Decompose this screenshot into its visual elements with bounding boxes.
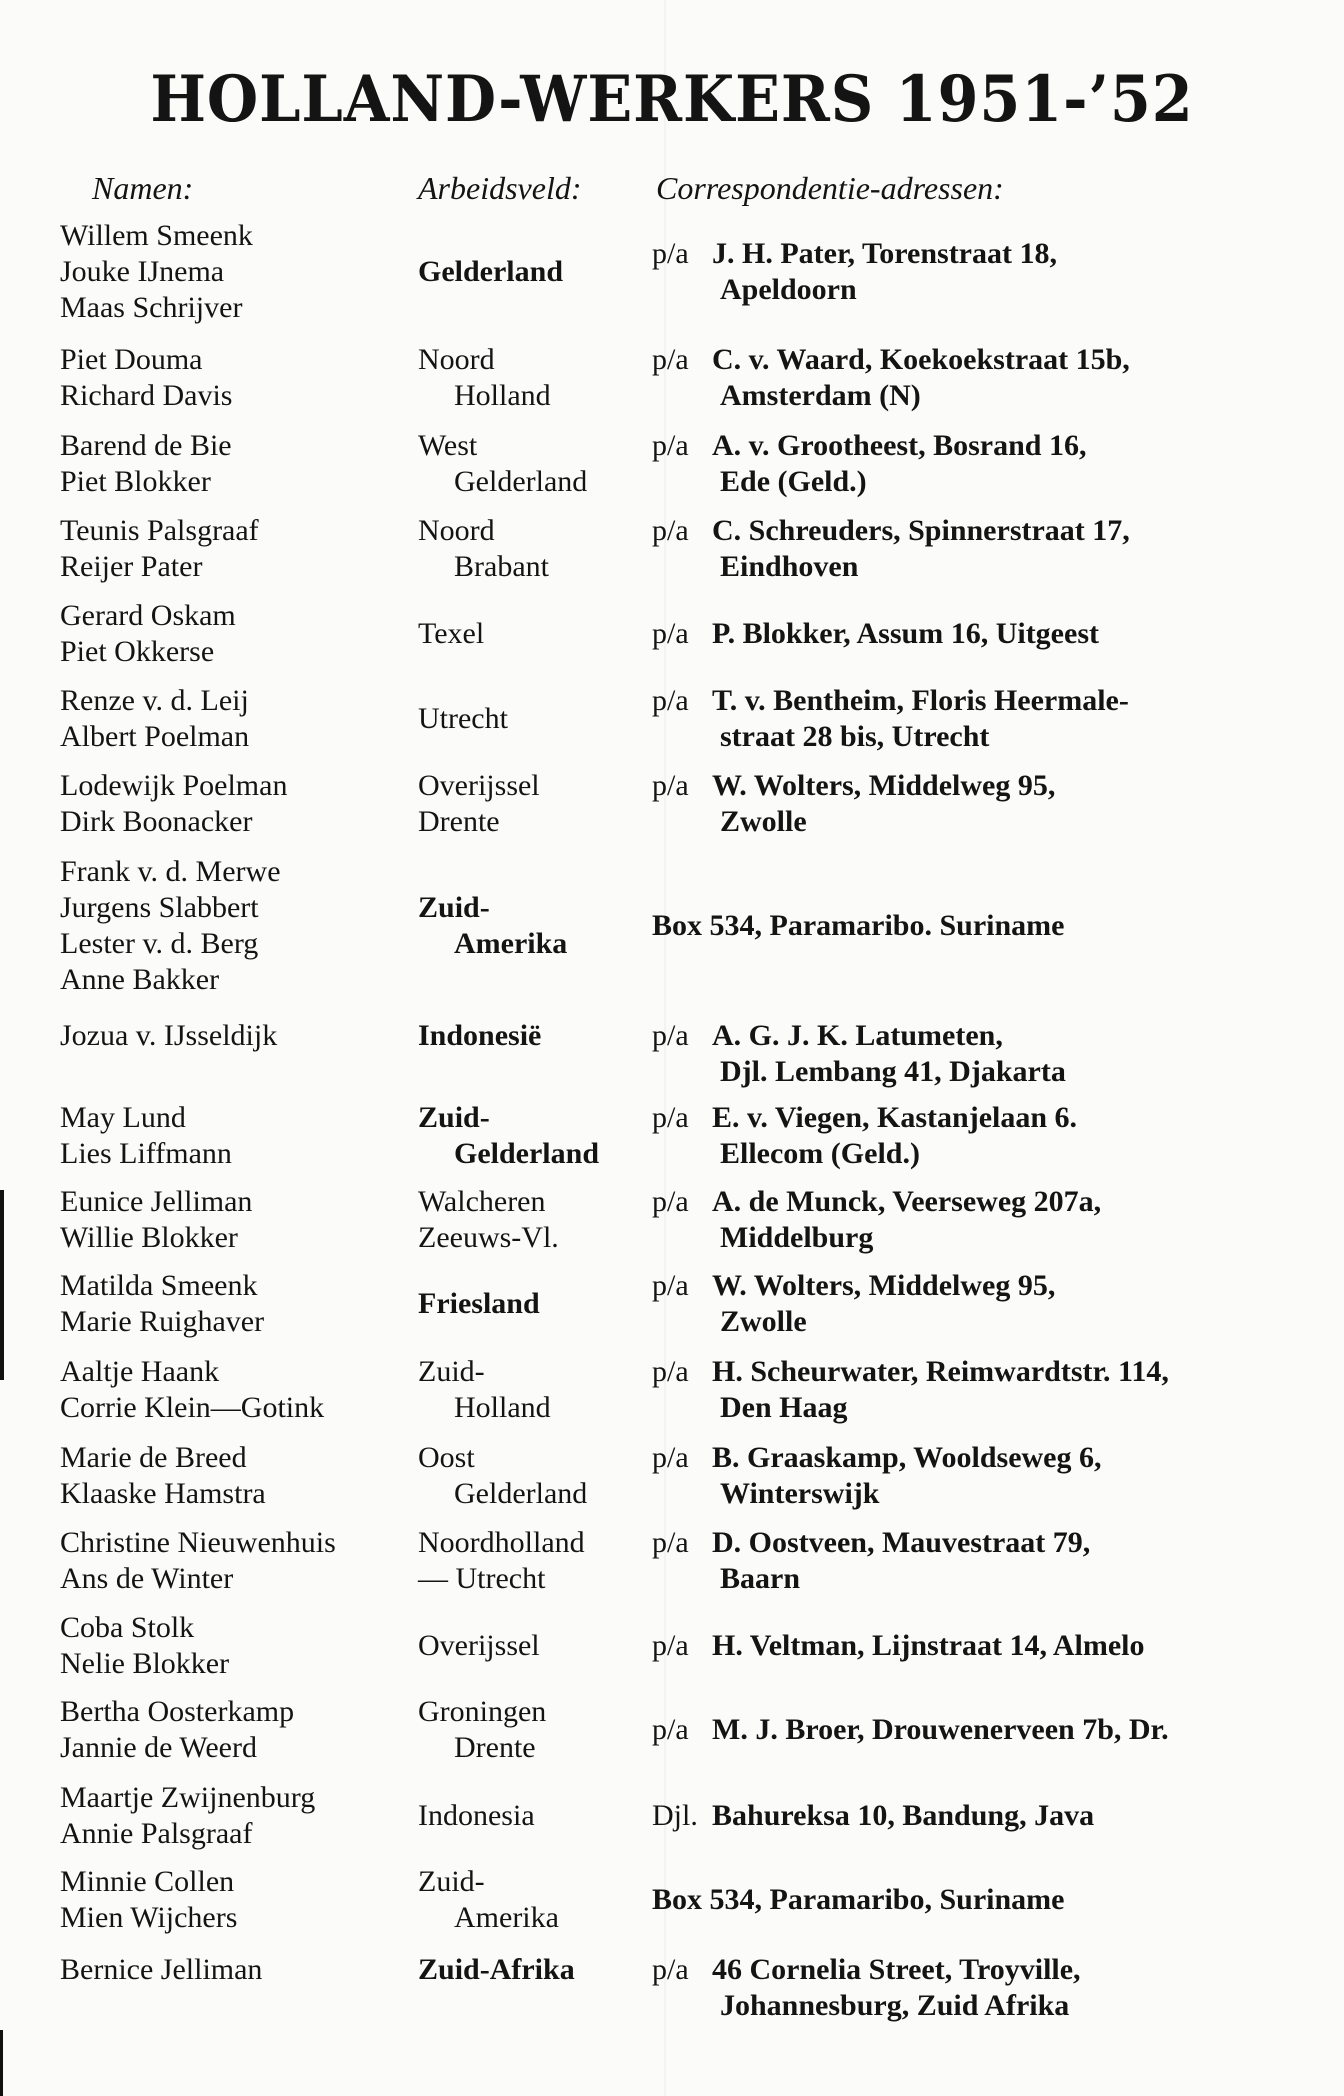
worker-name: Renze v. d. Leij — [60, 684, 249, 717]
worker-names — [60, 513, 259, 585]
work-field-line: Friesland — [418, 1287, 540, 1320]
work-field-line: Amerika — [454, 927, 568, 960]
address-line: A. G. J. K. Latumeten, — [712, 1019, 1003, 1052]
worker-name: Richard Davis — [60, 379, 233, 412]
work-field-line: Indonesië — [418, 1019, 542, 1052]
header-field: Arbeidsveld: — [418, 170, 582, 206]
work-field — [418, 701, 508, 737]
work-field-line: Holland — [454, 379, 551, 412]
worker-name: Jouke IJnema — [60, 255, 225, 288]
worker-names — [60, 428, 232, 500]
address-line: A. v. Grootheest, Bosrand 16, — [712, 429, 1087, 462]
address-prefix: p/a — [652, 1713, 689, 1746]
worker-name: Ans de Winter — [60, 1562, 234, 1595]
work-field-line: Zuid- — [418, 891, 490, 924]
address-prefix: p/a — [652, 684, 689, 717]
work-field-line: Holland — [454, 1391, 551, 1424]
correspondence-address — [652, 1525, 1090, 1597]
correspondence-address — [652, 342, 1130, 414]
worker-names — [60, 218, 253, 326]
work-field — [418, 1864, 559, 1936]
work-field — [418, 1018, 541, 1054]
work-field-line: Gelderland — [454, 465, 588, 498]
correspondence-address — [652, 1798, 1094, 1834]
address-line: Winterswijk — [720, 1477, 880, 1510]
work-field-line: Overijssel — [418, 1629, 540, 1662]
work-field-line: Utrecht — [418, 702, 508, 735]
worker-names — [60, 1018, 277, 1054]
correspondence-address — [652, 908, 1065, 944]
work-field-line: Drente — [454, 1731, 536, 1764]
worker-name: Bertha Oosterkamp — [60, 1695, 295, 1728]
address-line: H. Scheurwater, Reimwardtstr. 114, — [712, 1355, 1169, 1388]
work-field — [418, 513, 549, 585]
work-field — [418, 1952, 575, 1988]
address-prefix: p/a — [652, 1629, 689, 1662]
worker-name: Coba Stolk — [60, 1611, 195, 1644]
address-prefix: p/a — [652, 1526, 689, 1559]
worker-name: Jannie de Weerd — [60, 1731, 257, 1764]
address-line: Eindhoven — [720, 550, 859, 583]
correspondence-address — [652, 1952, 1081, 2024]
correspondence-address — [652, 1882, 1065, 1918]
worker-name: Lester v. d. Berg — [60, 927, 259, 960]
worker-name: Barend de Bie — [60, 429, 232, 462]
address-prefix: p/a — [652, 617, 689, 650]
worker-names — [60, 1610, 229, 1682]
work-field-line: Noordholland — [418, 1526, 585, 1559]
work-field — [418, 254, 563, 290]
address-line: straat 28 bis, Utrecht — [720, 720, 990, 753]
header-address: Correspondentie-adressen: — [656, 170, 1004, 206]
left-edge-mark — [0, 1190, 4, 1380]
work-field-line: Walcheren — [418, 1185, 546, 1218]
work-field-line: West — [418, 429, 478, 462]
worker-name: Piet Blokker — [60, 465, 211, 498]
work-field — [418, 1440, 587, 1512]
work-field — [418, 1628, 540, 1664]
work-field-line: Zuid- — [418, 1355, 485, 1388]
worker-names — [60, 1268, 264, 1340]
address-prefix: p/a — [652, 1441, 689, 1474]
address-prefix: p/a — [652, 343, 689, 376]
work-field — [418, 1694, 546, 1766]
worker-name: Aaltje Haank — [60, 1355, 220, 1388]
address-line: Ede (Geld.) — [720, 465, 867, 498]
correspondence-address — [652, 1440, 1102, 1512]
worker-name: Willem Smeenk — [60, 219, 253, 252]
work-field — [418, 1525, 585, 1597]
work-field-line: Amerika — [454, 1901, 559, 1934]
address-prefix: p/a — [652, 514, 689, 547]
address-prefix: p/a — [652, 1019, 689, 1052]
worker-name: Piet Okkerse — [60, 635, 215, 668]
work-field-line: Overijssel — [418, 769, 540, 802]
address-line: H. Veltman, Lijnstraat 14, Almelo — [712, 1629, 1145, 1662]
worker-names — [60, 1525, 336, 1597]
worker-name: Mien Wijchers — [60, 1901, 238, 1934]
work-field — [418, 1286, 540, 1322]
worker-name: Minnie Collen — [60, 1865, 235, 1898]
work-field-line: Gelderland — [454, 1477, 588, 1510]
address-prefix: Djl. — [652, 1799, 698, 1832]
work-field — [418, 616, 484, 652]
worker-name: Frank v. d. Merwe — [60, 855, 281, 888]
work-field-line: Zeeuws-Vl. — [418, 1221, 559, 1254]
worker-name: Willie Blokker — [60, 1221, 238, 1254]
address-line: Zwolle — [720, 805, 807, 838]
worker-name: Marie Ruighaver — [60, 1305, 265, 1338]
worker-name: Dirk Boonacker — [60, 805, 253, 838]
address-line: Apeldoorn — [720, 273, 857, 306]
work-field — [418, 1100, 599, 1172]
work-field — [418, 1354, 551, 1426]
address-line: Bahureksa 10, Bandung, Java — [712, 1799, 1095, 1832]
work-field-line: Brabant — [454, 550, 549, 583]
worker-name: Reijer Pater — [60, 550, 203, 583]
address-line: Middelburg — [720, 1221, 874, 1254]
address-prefix: p/a — [652, 1185, 689, 1218]
address-prefix: p/a — [652, 1269, 689, 1302]
worker-names — [60, 1184, 252, 1256]
worker-name: Christine Nieuwenhuis — [60, 1526, 336, 1559]
address-line: E. v. Viegen, Kastanjelaan 6. — [712, 1101, 1078, 1134]
correspondence-address — [652, 1628, 1145, 1664]
worker-name: Anne Bakker — [60, 963, 220, 996]
work-field-line: Noord — [418, 343, 495, 376]
worker-names — [60, 1694, 294, 1766]
correspondence-address — [652, 1354, 1169, 1426]
address-line: B. Graaskamp, Wooldseweg 6, — [712, 1441, 1102, 1474]
worker-name: Eunice Jelliman — [60, 1185, 253, 1218]
correspondence-address — [652, 616, 1099, 652]
address-line: D. Oostveen, Mauvestraat 79, — [712, 1526, 1091, 1559]
work-field-line: Oost — [418, 1441, 475, 1474]
address-prefix: p/a — [652, 1953, 689, 1986]
correspondence-address — [652, 1100, 1077, 1172]
header-names: Namen: — [92, 170, 194, 206]
worker-names — [60, 768, 287, 840]
worker-name: Teunis Palsgraaf — [60, 514, 259, 547]
address-prefix: p/a — [652, 1101, 689, 1134]
work-field-line: Zuid-Afrika — [418, 1953, 575, 1986]
correspondence-address — [652, 1184, 1101, 1256]
work-field — [418, 428, 587, 500]
worker-names — [60, 598, 236, 670]
worker-name: Klaaske Hamstra — [60, 1477, 266, 1510]
worker-name: Lodewijk Poelman — [60, 769, 288, 802]
address-line: W. Wolters, Middelweg 95, — [712, 769, 1056, 802]
worker-name: Gerard Oskam — [60, 599, 236, 632]
worker-names — [60, 1100, 232, 1172]
correspondence-address — [652, 428, 1086, 500]
worker-name: Annie Palsgraaf — [60, 1817, 253, 1850]
worker-name: Maartje Zwijnenburg — [60, 1781, 316, 1814]
worker-name: Marie de Breed — [60, 1441, 247, 1474]
work-field-line: Groningen — [418, 1695, 547, 1728]
address-line: C. v. Waard, Koekoekstraat 15b, — [712, 343, 1130, 376]
address-prefix: p/a — [652, 429, 689, 462]
work-field — [418, 342, 551, 414]
correspondence-address — [652, 768, 1055, 840]
worker-names — [60, 854, 281, 998]
address-prefix: p/a — [652, 237, 689, 270]
address-line: 46 Cornelia Street, Troyville, — [712, 1953, 1081, 1986]
address-line: P. Blokker, Assum 16, Uitgeest — [712, 617, 1099, 650]
address-line: J. H. Pater, Torenstraat 18, — [712, 237, 1057, 270]
worker-names — [60, 1952, 262, 1988]
worker-name: Albert Poelman — [60, 720, 250, 753]
address-prefix: p/a — [652, 769, 689, 802]
address-line: W. Wolters, Middelweg 95, — [712, 1269, 1056, 1302]
worker-names — [60, 683, 249, 755]
work-field — [418, 768, 540, 840]
address-line: Den Haag — [720, 1391, 848, 1424]
address-line: A. de Munck, Veerseweg 207a, — [712, 1185, 1102, 1218]
correspondence-address — [652, 236, 1057, 308]
address-line: Ellecom (Geld.) — [720, 1137, 920, 1170]
page-title: HOLLAND-WERKERS 1951-’52 — [150, 62, 1194, 137]
address-line: M. J. Broer, Drouwenerveen 7b, Dr. — [712, 1713, 1169, 1746]
address-prefix: p/a — [652, 1355, 689, 1388]
work-field-line: Zuid- — [418, 1101, 490, 1134]
worker-name: Nelie Blokker — [60, 1647, 230, 1680]
work-field-line: Texel — [418, 617, 485, 650]
work-field-line: Indonesia — [418, 1799, 535, 1832]
worker-names — [60, 1354, 324, 1426]
worker-name: Bernice Jelliman — [60, 1953, 263, 1986]
address-line: Amsterdam (N) — [720, 379, 921, 412]
worker-name: Maas Schrijver — [60, 291, 243, 324]
address-line: Baarn — [720, 1562, 801, 1595]
worker-name: Corrie Klein—Gotink — [60, 1391, 325, 1424]
work-field — [418, 1798, 535, 1834]
address-line: Zwolle — [720, 1305, 807, 1338]
worker-names — [60, 1440, 266, 1512]
work-field-line: Zuid- — [418, 1865, 485, 1898]
address-line: Djl. Lembang 41, Djakarta — [720, 1055, 1066, 1088]
correspondence-address — [652, 1712, 1169, 1748]
work-field — [418, 890, 567, 962]
correspondence-address — [652, 1268, 1055, 1340]
worker-names — [60, 1864, 237, 1936]
worker-names — [60, 342, 232, 414]
worker-name: Jozua v. IJsseldijk — [60, 1019, 278, 1052]
work-field-line: Gelderland — [418, 255, 564, 288]
worker-name: May Lund — [60, 1101, 186, 1134]
work-field-line: — Utrecht — [418, 1562, 546, 1595]
address-line: C. Schreuders, Spinnerstraat 17, — [712, 514, 1130, 547]
worker-name: Lies Liffmann — [60, 1137, 232, 1170]
correspondence-address — [652, 683, 1129, 755]
address-line: Box 534, Paramaribo, Suriname — [652, 1883, 1065, 1916]
worker-name: Piet Douma — [60, 343, 203, 376]
bottom-edge-mark — [0, 2030, 3, 2096]
work-field — [418, 1184, 559, 1256]
worker-names — [60, 1780, 315, 1852]
worker-name: Matilda Smeenk — [60, 1269, 258, 1302]
worker-name: Jurgens Slabbert — [60, 891, 259, 924]
correspondence-address — [652, 1018, 1066, 1090]
address-line: Johannesburg, Zuid Afrika — [720, 1989, 1070, 2022]
address-line: Box 534, Paramaribo. Suriname — [652, 909, 1065, 942]
correspondence-address — [652, 513, 1130, 585]
address-line: T. v. Bentheim, Floris Heermale- — [712, 684, 1129, 717]
work-field-line: Noord — [418, 514, 495, 547]
work-field-line: Gelderland — [454, 1137, 600, 1170]
work-field-line: Drente — [418, 805, 500, 838]
